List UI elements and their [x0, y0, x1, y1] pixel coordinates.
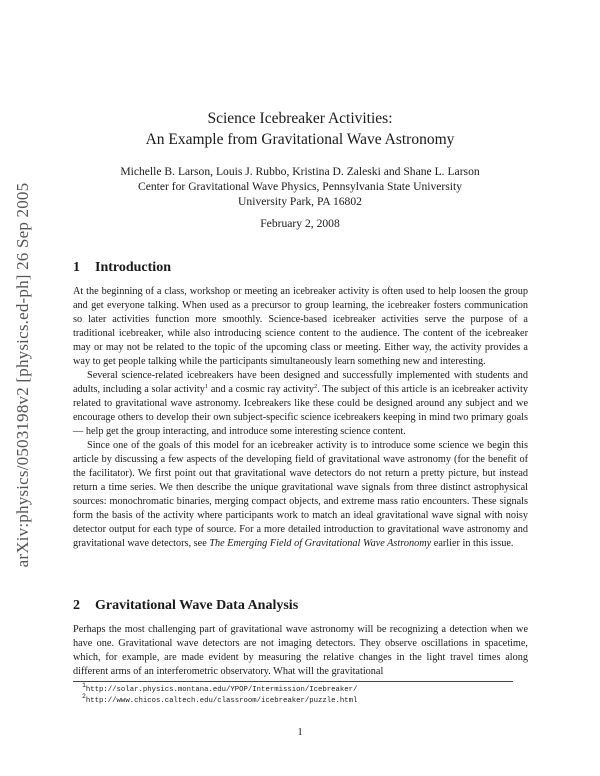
paragraph — [73, 439, 528, 551]
text-run: Several science-related icebreakers have been designed and successfully implemented with students and adults, including a solar activity — [73, 370, 528, 395]
author-affiliation: Center for Gravitational Wave Physics, Pennsylvania State University — [137, 180, 463, 193]
section-2-heading — [73, 598, 298, 614]
title-line-1: Science Icebreaker Activities: — [207, 110, 393, 127]
footnote-1 — [73, 682, 513, 696]
paragraph: Perhaps the most challenging part of gravitational wave astronomy will be recognizing a detection when we have one. Gravitational wave detectors are not imaging detectors. They observe oscillations in spacetime, which, for example, are made evident by measuring the relative changes in the light travel times along different arms of an interferometric observatory. What will the gravitational — [73, 624, 528, 677]
paper-date: February 2, 2008 — [260, 217, 340, 230]
section-1-title: Introduction — [95, 260, 171, 275]
author-address: University Park, PA 16802 — [238, 195, 362, 208]
footnote-mark: 1 — [82, 682, 86, 689]
article-reference: The Emerging Field of Gravitational Wave Astronomy — [209, 538, 432, 549]
section-2-body — [73, 623, 528, 679]
paragraph: At the beginning of a class, workshop or meeting an icebreaker activity is often used to help loosen the group and get everyone talking. When used as a precursor to group learning, the icebreaker fosters communication so later activities function more smoothly. Science-based icebreaker activities serve the purpose of a traditional icebreaker, while also introducing science content to the audience. The content of the icebreaker may or may not be related to the topic of the upcoming class or meeting. Either way, the activity provides a way to get people talking while the participants simultaneously learn something new and interesting. — [73, 286, 528, 367]
footnote-ref-1[interactable]: 1 — [204, 383, 209, 390]
arxiv-sidebar-stamp — [10, 150, 36, 600]
footnote-mark: 2 — [82, 693, 86, 700]
footnote-ref-2[interactable]: 2 — [313, 383, 318, 390]
paper-title — [60, 108, 540, 150]
title-line-2: An Example from Gravitational Wave Astronomy — [145, 131, 455, 148]
section-2-number: 2 — [73, 598, 80, 613]
text-run: earlier in this issue. — [431, 538, 514, 549]
section-1-number: 1 — [73, 260, 80, 275]
author-block — [60, 164, 540, 209]
author-names: Michelle B. Larson, Louis J. Rubbo, Kristina D. Zaleski and Shane L. Larson — [120, 165, 480, 178]
footnote-2 — [73, 693, 513, 707]
footnotes — [73, 681, 513, 707]
arxiv-identifier: arXiv:physics/0503198v2 [physics.ed-ph] 26 Sep 2005 — [13, 182, 32, 568]
footnote-url[interactable]: http://www.chicos.caltech.edu/classroom/icebreaker/puzzle.html — [85, 697, 358, 705]
text-run: Since one of the goals of this model for an icebreaker activity is to introduce some science we begin this article by discussing a few aspects of the developing field of gravitational wave astronomy (for the benefit of the facilitator). We first point out that gravitational wave detectors do not return a pretty picture, but instead return a time series. We then describe the unique gravitational wave signals from three distinct astrophysical sources: monochromatic binaries, merging compact objects, and extreme mass ratio encounters. These signals form the basis of the activity where participants work to match an ideal gravitational wave signal with noisy detector output for each type of source. For a more detailed introduction to gravitational wave astronomy and gravitational wave detectors, see — [73, 440, 528, 549]
paragraph — [73, 369, 528, 439]
section-1-body — [73, 285, 528, 551]
text-run: . The subject of this article is an icebreaker activity related to gravitational wave astronomy. Icebreakers like these could be designed around any subject and we encourage others to develop their own subject-specific science icebreakers keeping in mind two primary goals — help get the group interacting, and introduce some interesting science content. — [73, 384, 528, 437]
section-2-title: Gravitational Wave Data Analysis — [95, 598, 299, 613]
footnote-url[interactable]: http://solar.physics.montana.edu/YPOP/Intermission/Icebreaker/ — [85, 686, 358, 694]
section-1-heading — [73, 260, 171, 276]
text-run: and a cosmic ray activity — [208, 384, 314, 395]
page-number: 1 — [297, 727, 303, 738]
